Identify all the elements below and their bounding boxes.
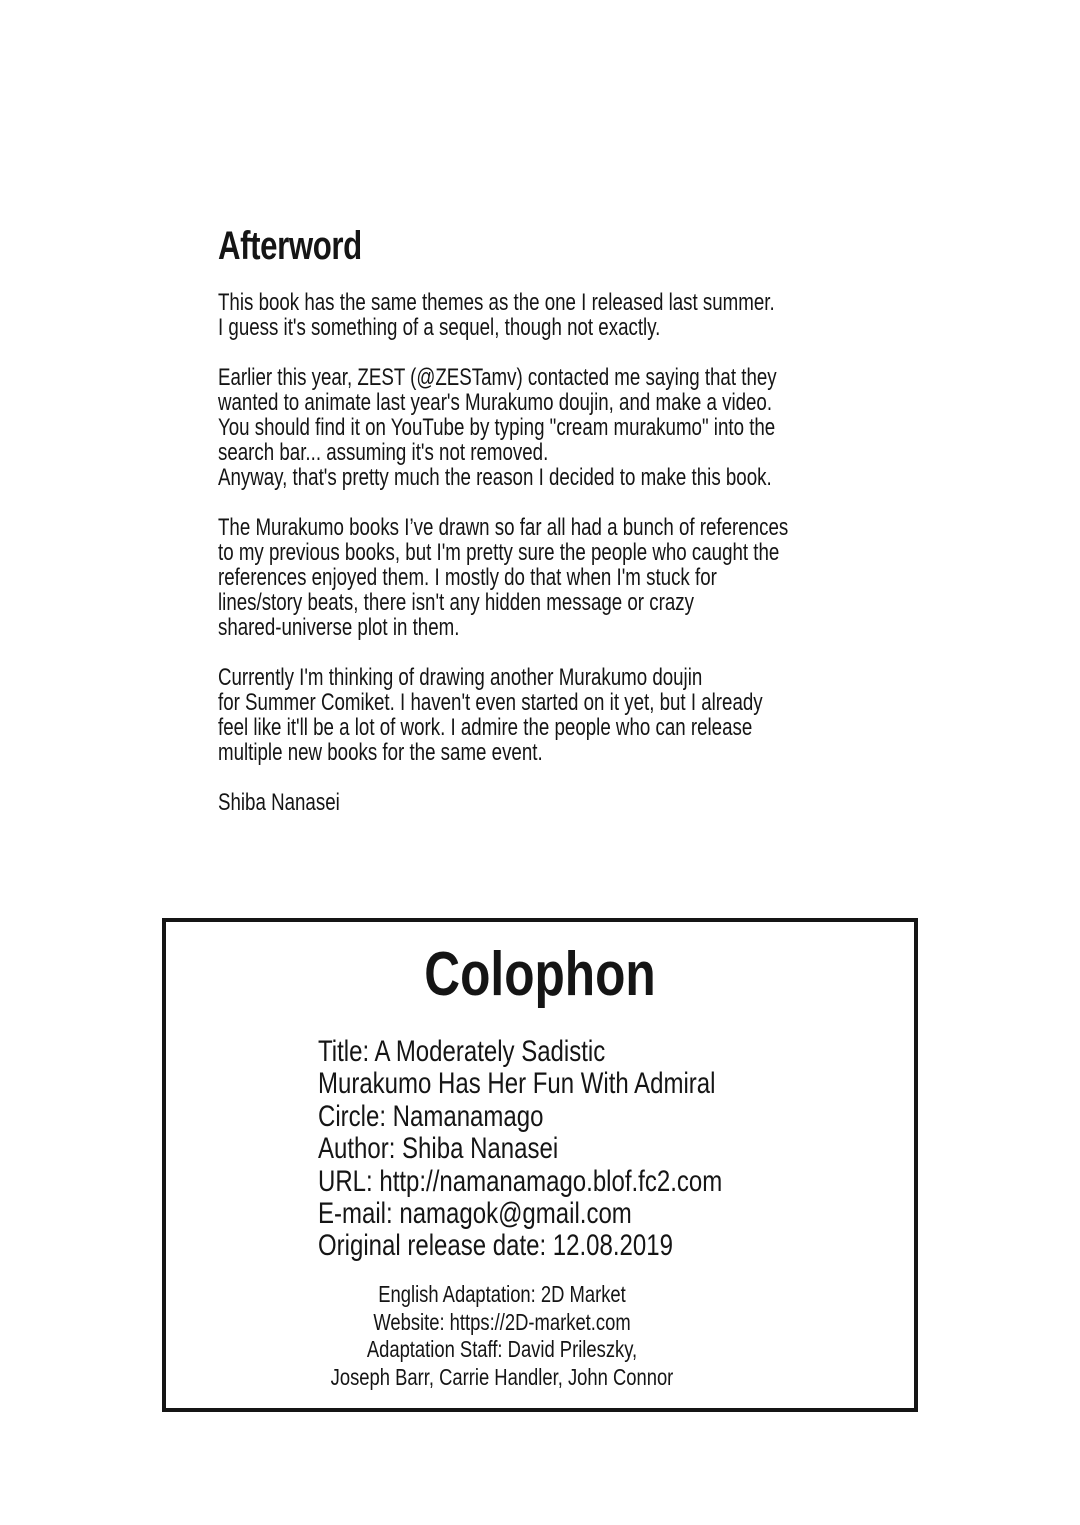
afterword-heading: Afterword [218, 224, 362, 268]
text-line: Adaptation Staff: David Prileszky, [366, 1336, 638, 1363]
text-line: shared-universe plot in them. [218, 614, 460, 641]
text-line: for Summer Comiket. I haven't even started on it yet, but I already [218, 689, 763, 716]
text-line: This book has the same themes as the one I released last summer. [218, 289, 775, 316]
text-line: feel like it'll be a lot of work. I admire the people who can release [218, 714, 753, 741]
text-line: Author: Shiba Nanasei [318, 1132, 559, 1166]
colophon-info-block [318, 1036, 722, 1263]
afterword-paragraph-2 [218, 365, 788, 490]
text-line: Original release date: 12.08.2019 [318, 1229, 673, 1263]
text-line: I guess it's something of a sequel, though not exactly. [218, 314, 661, 341]
text-line: wanted to animate last year's Murakumo doujin, and make a video. [218, 389, 773, 416]
text-line: Title: A Moderately Sadistic [318, 1035, 606, 1068]
text-line: lines/story beats, there isn't any hidden message or crazy [218, 589, 694, 616]
text-line: The Murakumo books I’ve drawn so far all had a bunch of references [218, 514, 789, 541]
colophon-heading: Colophon [424, 940, 656, 1009]
text-line: E-mail: namagok@gmail.com [318, 1197, 632, 1231]
text-line: Murakumo Has Her Fun With Admiral [318, 1067, 716, 1101]
text-line: Joseph Barr, Carrie Handler, John Connor [330, 1364, 674, 1391]
text-line: multiple new books for the same event. [218, 739, 543, 766]
text-line: references enjoyed them. I mostly do that when I'm stuck for [218, 564, 717, 591]
text-line: search bar... assuming it's not removed. [218, 439, 549, 466]
text-line: URL: http://namanamago.blof.fc2.com [318, 1164, 723, 1198]
text-line: Currently I'm thinking of drawing another Murakumo doujin [218, 664, 703, 691]
afterword-paragraph-1 [218, 290, 788, 340]
text-line: to my previous books, but I'm pretty sure the people who caught the [218, 539, 780, 566]
afterword-body [218, 290, 788, 840]
colophon-box [162, 918, 918, 1412]
author-signature: Shiba Nanasei [218, 789, 340, 816]
text-line: You should find it on YouTube by typing "cream murakumo" into the [218, 414, 776, 441]
text-line: English Adaptation: 2D Market [378, 1281, 626, 1307]
text-line: Anyway, that's pretty much the reason I decided to make this book. [218, 464, 772, 491]
text-line: Website: https://2D-market.com [373, 1308, 631, 1335]
afterword-paragraph-4 [218, 665, 788, 765]
colophon-staff-block [233, 1281, 771, 1392]
text-line: Circle: Namanamago [318, 1099, 544, 1133]
afterword-paragraph-3 [218, 515, 788, 640]
text-line: Earlier this year, ZEST (@ZESTamv) contacted me saying that they [218, 364, 777, 391]
